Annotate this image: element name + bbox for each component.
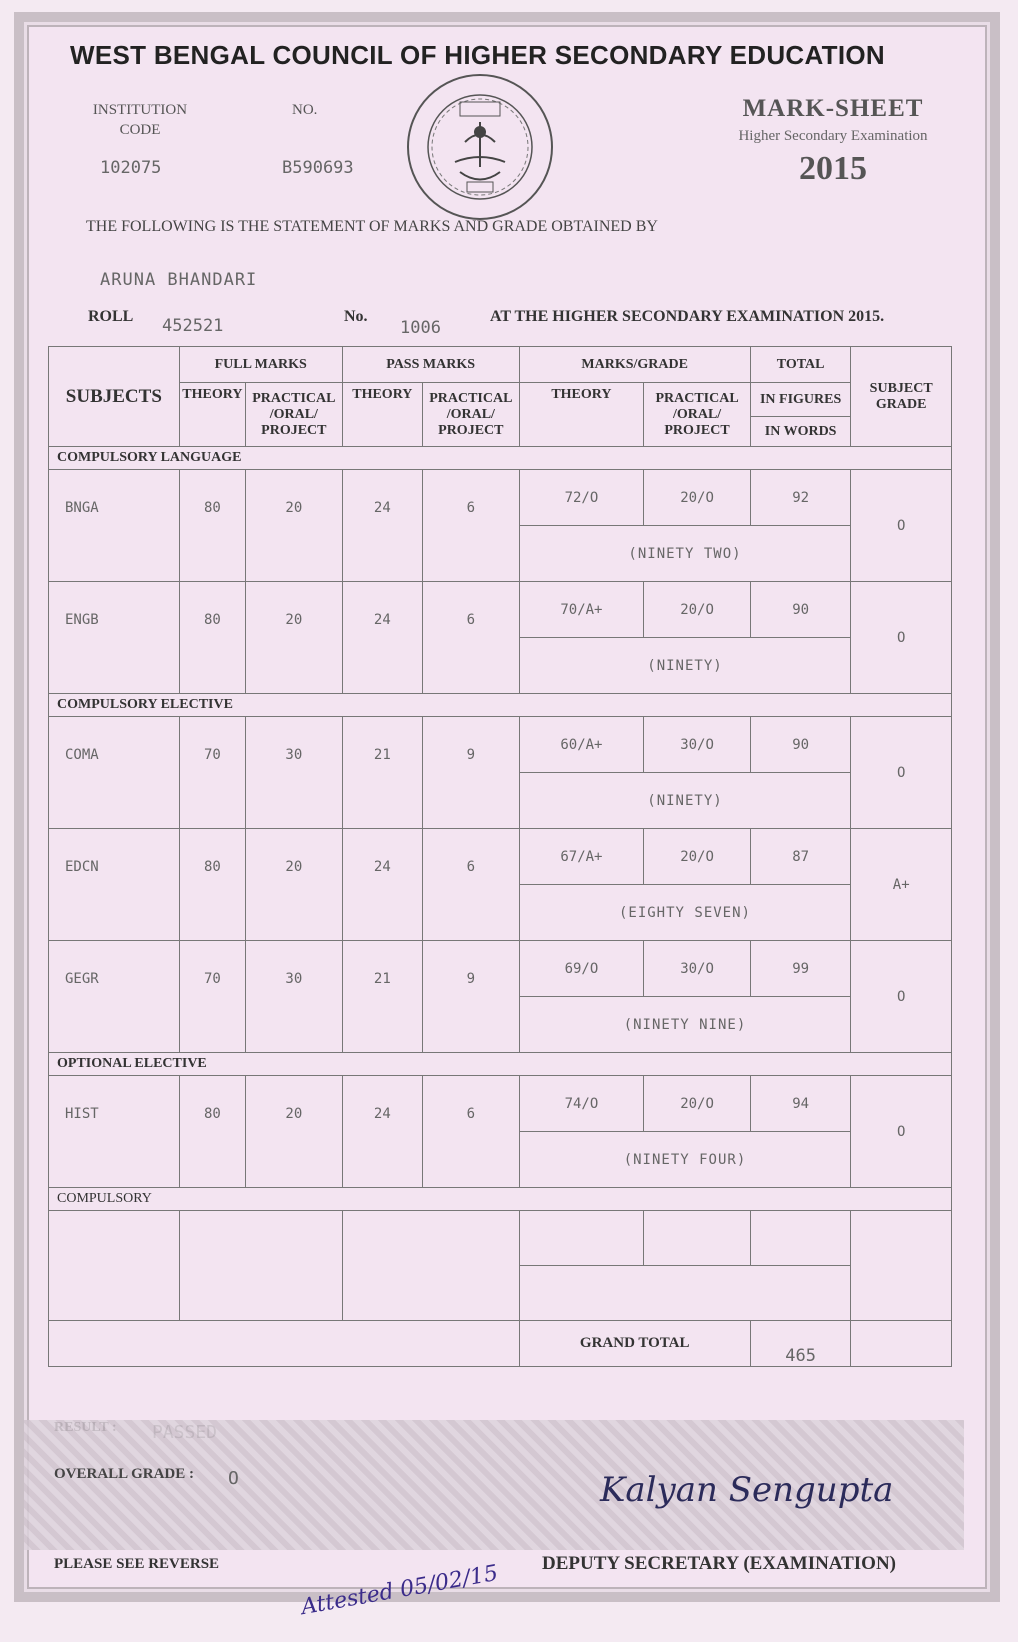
full-theory: 80 bbox=[179, 582, 245, 694]
marks-theory: 72/O bbox=[519, 470, 644, 526]
serial-no-value: B590693 bbox=[282, 158, 354, 178]
pass-theory: 24 bbox=[342, 829, 422, 941]
empty-cell bbox=[342, 1211, 519, 1321]
roll-label: ROLL bbox=[88, 308, 134, 325]
empty-cell bbox=[750, 1211, 851, 1266]
marks-practical-header: PRACTICAL /ORAL/ PROJECT bbox=[644, 383, 751, 447]
subject-grade: O bbox=[851, 582, 952, 694]
full-theory: 70 bbox=[179, 717, 245, 829]
empty-cell bbox=[644, 1211, 751, 1266]
subject-grade: O bbox=[851, 941, 952, 1053]
pass-practical: 9 bbox=[423, 941, 520, 1053]
section-optional-elective: OPTIONAL ELECTIVE bbox=[49, 1053, 952, 1076]
marks-practical: 30/O bbox=[644, 941, 751, 997]
subject-grade-header: SUBJECT GRADE bbox=[851, 347, 952, 447]
total-figures: 87 bbox=[750, 829, 851, 885]
council-seal-icon bbox=[405, 72, 555, 222]
empty-cell bbox=[851, 1321, 952, 1367]
subject-grade: A+ bbox=[851, 829, 952, 941]
subject-code: GEGR bbox=[49, 941, 180, 1053]
pass-theory: 24 bbox=[342, 470, 422, 582]
marks-theory: 70/A+ bbox=[519, 582, 644, 638]
empty-cell bbox=[49, 1321, 520, 1367]
empty-cell bbox=[519, 1211, 644, 1266]
full-practical: 20 bbox=[246, 582, 343, 694]
total-figures: 90 bbox=[750, 582, 851, 638]
full-practical: 30 bbox=[246, 717, 343, 829]
marks-practical: 20/O bbox=[644, 470, 751, 526]
total-figures: 99 bbox=[750, 941, 851, 997]
subject-grade: O bbox=[851, 1076, 952, 1188]
marks-practical: 20/O bbox=[644, 829, 751, 885]
pass-practical: 6 bbox=[423, 829, 520, 941]
total-words: (NINETY) bbox=[519, 638, 851, 694]
grand-total-value: 465 bbox=[750, 1321, 851, 1367]
full-theory: 80 bbox=[179, 1076, 245, 1188]
total-words: (NINETY FOUR) bbox=[519, 1132, 851, 1188]
council-title: WEST BENGAL COUNCIL OF HIGHER SECONDARY EDUCATION bbox=[70, 40, 885, 70]
empty-cell bbox=[49, 1211, 180, 1321]
subjects-header: SUBJECTS bbox=[49, 347, 180, 447]
total-header: TOTAL bbox=[750, 347, 851, 383]
institution-code-label: INSTITUTION CODE bbox=[92, 102, 188, 138]
pass-theory: 21 bbox=[342, 941, 422, 1053]
pass-theory: 21 bbox=[342, 717, 422, 829]
roll-no-label: No. bbox=[344, 308, 368, 325]
subject-code: BNGA bbox=[49, 470, 180, 582]
section-compulsory: COMPULSORY bbox=[49, 1188, 952, 1211]
empty-cell bbox=[519, 1266, 851, 1321]
institution-code-value: 102075 bbox=[100, 158, 162, 178]
marks-practical: 20/O bbox=[644, 582, 751, 638]
footer-right: DEPUTY SECRETARY (EXAMINATION) bbox=[542, 1553, 897, 1574]
total-figures: 94 bbox=[750, 1076, 851, 1132]
full-practical: 20 bbox=[246, 1076, 343, 1188]
statement-text: THE FOLLOWING IS THE STATEMENT OF MARKS AND GRADE OBTAINED BY bbox=[86, 218, 658, 235]
full-theory: 80 bbox=[179, 470, 245, 582]
roll-no-value: 1006 bbox=[400, 318, 441, 338]
in-figures-header: IN FIGURES bbox=[750, 383, 851, 417]
total-figures: 90 bbox=[750, 717, 851, 773]
marks-theory: 67/A+ bbox=[519, 829, 644, 885]
total-words: (EIGHTY SEVEN) bbox=[519, 885, 851, 941]
pass-theory: 24 bbox=[342, 582, 422, 694]
pass-practical: 9 bbox=[423, 717, 520, 829]
full-theory: 70 bbox=[179, 941, 245, 1053]
roll-value: 452521 bbox=[162, 316, 224, 336]
total-words: (NINETY TWO) bbox=[519, 526, 851, 582]
overall-grade-value: O bbox=[228, 1468, 239, 1489]
overall-grade-label: OVERALL GRADE : bbox=[54, 1466, 195, 1482]
footer-left: PLEASE SEE REVERSE bbox=[54, 1556, 220, 1572]
marksheet-subtitle: Higher Secondary Examination bbox=[738, 128, 928, 144]
in-words-header: IN WORDS bbox=[750, 417, 851, 447]
pass-theory-header: THEORY bbox=[342, 383, 422, 447]
marksheet-title: MARK-SHEET bbox=[742, 95, 924, 122]
marks-theory: 69/O bbox=[519, 941, 644, 997]
marks-grade-header: MARKS/GRADE bbox=[519, 347, 750, 383]
pass-practical-header: PRACTICAL /ORAL/ PROJECT bbox=[423, 383, 520, 447]
exam-year: 2015 bbox=[799, 150, 867, 187]
marks-practical: 20/O bbox=[644, 1076, 751, 1132]
total-words: (NINETY) bbox=[519, 773, 851, 829]
pass-practical: 6 bbox=[423, 1076, 520, 1188]
full-theory-header: THEORY bbox=[179, 383, 245, 447]
subject-code: ENGB bbox=[49, 582, 180, 694]
empty-cell bbox=[179, 1211, 342, 1321]
subject-code: COMA bbox=[49, 717, 180, 829]
pass-marks-header: PASS MARKS bbox=[342, 347, 519, 383]
attestation-signature: Attested 05/02/15 bbox=[299, 1560, 500, 1621]
full-practical: 20 bbox=[246, 470, 343, 582]
full-theory: 80 bbox=[179, 829, 245, 941]
marks-practical: 30/O bbox=[644, 717, 751, 773]
section-compulsory-language: COMPULSORY LANGUAGE bbox=[49, 447, 952, 470]
section-compulsory-elective: COMPULSORY ELECTIVE bbox=[49, 694, 952, 717]
signature: Kalyan Sengupta bbox=[600, 1470, 894, 1510]
pass-practical: 6 bbox=[423, 470, 520, 582]
marks-theory: 60/A+ bbox=[519, 717, 644, 773]
candidate-name: ARUNA BHANDARI bbox=[100, 270, 258, 290]
marks-table bbox=[48, 346, 952, 1367]
marks-theory-header: THEORY bbox=[519, 383, 644, 447]
marks-theory: 74/O bbox=[519, 1076, 644, 1132]
full-practical-header: PRACTICAL /ORAL/ PROJECT bbox=[246, 383, 343, 447]
subject-grade: O bbox=[851, 470, 952, 582]
empty-cell bbox=[851, 1211, 952, 1321]
serial-no-label: NO. bbox=[292, 102, 318, 118]
subject-grade: O bbox=[851, 717, 952, 829]
full-practical: 30 bbox=[246, 941, 343, 1053]
exam-text: AT THE HIGHER SECONDARY EXAMINATION 2015. bbox=[490, 308, 885, 325]
pass-theory: 24 bbox=[342, 1076, 422, 1188]
subject-code: HIST bbox=[49, 1076, 180, 1188]
total-words: (NINETY NINE) bbox=[519, 997, 851, 1053]
total-figures: 92 bbox=[750, 470, 851, 526]
full-practical: 20 bbox=[246, 829, 343, 941]
subject-code: EDCN bbox=[49, 829, 180, 941]
grand-total-label: GRAND TOTAL bbox=[519, 1321, 750, 1367]
pass-practical: 6 bbox=[423, 582, 520, 694]
full-marks-header: FULL MARKS bbox=[179, 347, 342, 383]
